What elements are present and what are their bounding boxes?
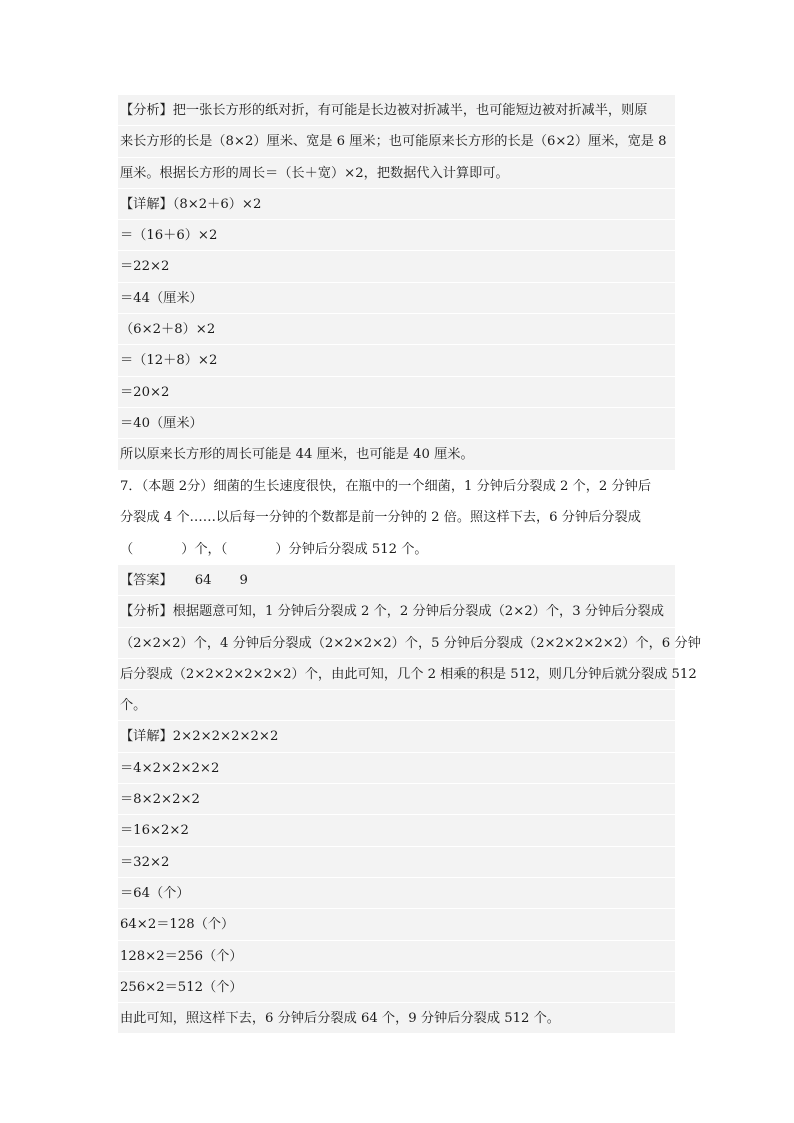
analysis-line: 厘米。根据长方形的周长＝（长＋宽）×2，把数据代入计算即可。 — [118, 158, 675, 189]
blank-open: （ — [120, 541, 134, 557]
solution-line: ＝8×2×2×2 — [118, 784, 675, 815]
solution-line: ＝22×2 — [118, 251, 675, 282]
solution-line: 【详解】2×2×2×2×2×2 — [118, 721, 675, 752]
analysis-line: 【分析】根据题意可知，1 分钟后分裂成 2 个，2 分钟后分裂成（2×2）个，3 分钟后分裂成 — [118, 596, 675, 627]
solution-line: ＝40（厘米） — [118, 408, 675, 439]
solution-line: ＝（16＋6）×2 — [118, 220, 675, 251]
answer-line — [118, 565, 675, 596]
solution-line: ＝16×2×2 — [118, 815, 675, 846]
blank-tail: ）分钟后分裂成 512 个。 — [275, 541, 428, 557]
solution-line: ＝32×2 — [118, 847, 675, 878]
question-blank-line — [118, 534, 675, 565]
solution-block-question-7 — [118, 565, 701, 1034]
blank-separator: ）个，（ — [181, 541, 228, 557]
solution-line: （6×2＋8）×2 — [118, 314, 675, 345]
analysis-line: 个。 — [118, 690, 675, 721]
analysis-line: 【分析】把一张长方形的纸对折，有可能是长边被对折减半，也可能短边被对折减半，则原 — [118, 95, 675, 126]
conclusion-line: 由此可知，照这样下去，6 分钟后分裂成 64 个，9 分钟后分裂成 512 个。 — [118, 1003, 675, 1034]
analysis-line: （2×2×2）个，4 分钟后分裂成（2×2×2×2）个，5 分钟后分裂成（2×2×2×2×2）个，6 分钟 — [118, 628, 675, 659]
solution-line: ＝20×2 — [118, 377, 675, 408]
solution-line: ＝4×2×2×2×2 — [118, 753, 675, 784]
question-text-line: 分裂成 4 个……以后每一分钟的个数都是前一分钟的 2 倍。照这样下去，6 分钟后分裂成 — [118, 502, 675, 533]
solution-line: 128×2＝256（个） — [118, 941, 675, 972]
solution-line: ＝44（厘米） — [118, 283, 675, 314]
solution-line: ＝64（个） — [118, 878, 675, 909]
analysis-line: 来长方形的长是（8×2）厘米、宽是 6 厘米；也可能原来长方形的长是（6×2）厘米，宽是 8 — [118, 126, 675, 157]
question-text-line: 7．（本题 2分）细菌的生长速度很快，在瓶中的一个细菌，1 分钟后分裂成 2 个，2 分钟后 — [118, 471, 675, 502]
solution-line: ＝（12＋8）×2 — [118, 345, 675, 376]
answer-label: 【答案】 — [120, 573, 173, 588]
analysis-line: 后分裂成（2×2×2×2×2×2）个，由此可知，几个 2 相乘的积是 512，则几分钟后就分裂成 512 — [118, 659, 675, 690]
solution-line: 256×2＝512（个） — [118, 972, 675, 1003]
question-7 — [118, 471, 675, 565]
answer-value-1: 64 — [194, 573, 212, 588]
answer-value-2: 9 — [239, 573, 248, 588]
solution-line: 【详解】（8×2＋6）×2 — [118, 189, 675, 220]
solution-line: 64×2＝128（个） — [118, 909, 675, 940]
conclusion-line: 所以原来长方形的周长可能是 44 厘米，也可能是 40 厘米。 — [118, 439, 675, 470]
solution-block-previous — [118, 95, 675, 471]
